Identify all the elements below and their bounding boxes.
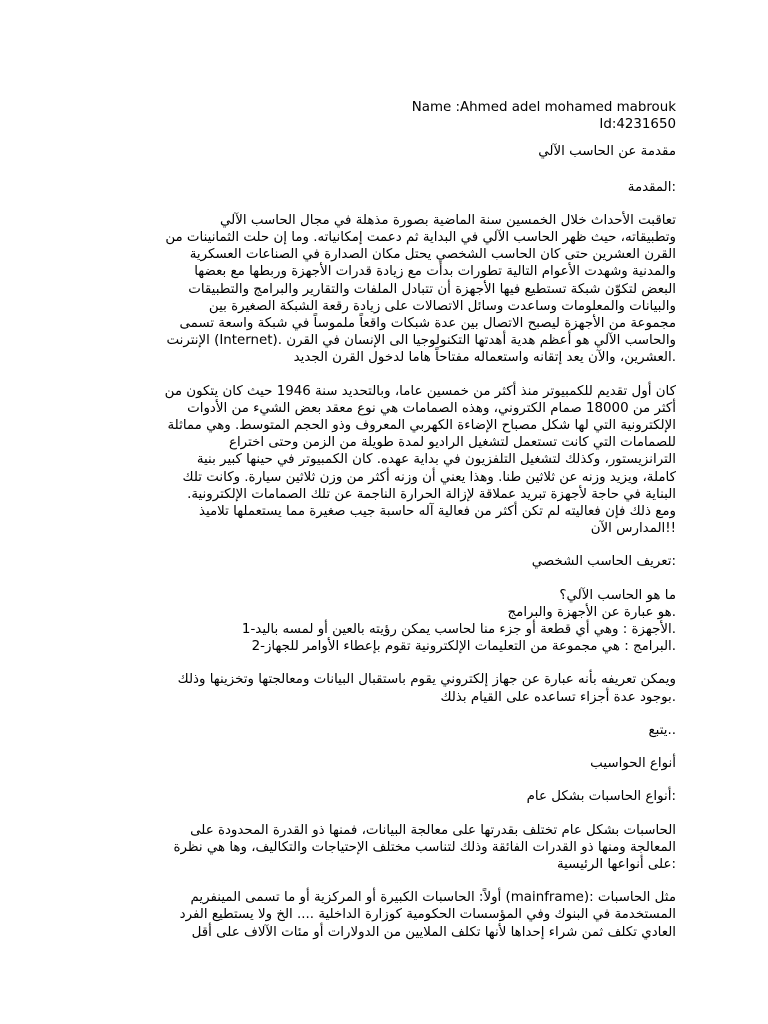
text-line: ويمكن تعريفه بأنه عبارة عن جهاز إلكتروني يقوم باستقبال البيانات ومعالجتها وتخزينها وذلك <box>177 672 676 688</box>
text-line: !!المدارس الآن <box>590 521 676 537</box>
text-line: وتطبيقاته، حيث ظهر الحاسب الآلي في البداية ثم دعمت إمكانياته. وما إن حلت الثمانينات من <box>165 230 676 246</box>
definition-list <box>96 587 676 656</box>
text-line: العادي تكلف ثمن شراء إحداها لأنها تكلف الملايين من الدولارات أو مئات الآلاف على أقل <box>191 924 676 940</box>
text-line: .العشرين، والآن يعد إتقانه واستعماله مفتاحاً هاما لدخول القرن الجديد <box>293 350 676 366</box>
continue-note: ..يتبع <box>648 722 676 738</box>
paragraph-history <box>96 383 676 538</box>
definition-heading: :تعريف الحاسب الشخصي <box>531 554 676 570</box>
text-line: الترانزيستور، وكذلك لتشغيل التلفزيون في بداية عهده. كان الكمبيوتر في حينها كبير بنية <box>196 452 676 468</box>
text-line: تعاقبت الأحداث خلال الخمسين سنة الماضية بصورة مذهلة في مجال الحاسب الآلي <box>220 212 676 228</box>
text-line: مثل الحاسبات :(mainframe) أولاً: الحاسبات الكبيرة أو المركزية أو ما تسمى المينفريم <box>190 890 676 906</box>
text-line: القرن العشرين حتى كان الحاسب الشخصي يحتل مكان الصدارة في الصناعات العسكرية <box>189 247 676 263</box>
text-line: والمدنية وشهدت الأعوام التالية تطورات بدأت مع زيادة قدرات الأجهزة وربطها مع بعضها <box>194 264 676 280</box>
definition-question: ما هو الحاسب الآلي؟ <box>559 587 676 603</box>
text-line: للصمامات التي كانت تستعمل لتشغيل الراديو لمدة طويلة من الزمن وحتى اختراع <box>228 435 676 451</box>
text-line: المستخدمة في البنوك وفي المؤسسات الحكومية كوزارة الداخلية .... الخ ولا يستطيع الفرد <box>179 907 676 923</box>
text-line: البعض لتكوّن شبكة تستطيع فيها الأجهزة أن تتبادل الملفات والتقارير والبرامج والتطبيقات <box>188 281 676 297</box>
text-line: الحاسبات بشكل عام تختلف بقدرتها على معالجة البيانات، فمنها ذو القدرة المحدودة على <box>190 822 676 838</box>
definition-item-software: .البرامج : هي مجموعة من التعليمات الإلكترونية تقوم بإعطاء الأوامر للجهاز-2 <box>251 639 676 655</box>
text-line: كان أول تقديم للكمبيوتر منذ أكثر من خمسين عاما، وبالتحديد سنة 1946 حيث كان يتكون من <box>164 383 676 399</box>
document-title: مقدمة عن الحاسب الآلي <box>538 144 676 160</box>
text-line: كاملة، ويزيد وزنه عن ثلاثين طنا. وهذا يعني أن وزنه أكثر من وزن ثلاثين سيارة. وكانت تلك <box>182 469 676 485</box>
text-line: والحاسب الآلي هو أعظم هدية أهدتها التكنولوجيا الى الإنسان في القرن .(Internet) الإنترنت <box>166 333 676 349</box>
types-general-heading: :أنواع الحاسبات بشكل عام <box>526 789 676 805</box>
text-line: مجموعة من الأجهزة ليصبح الاتصال بين عدة شبكات واقعاً ملموساً في شبكة واسعة تسمى <box>179 316 676 332</box>
text-line: الإلكترونية التي لها شكل مصباح الإضاءة الكهربي المعروف وذو الحجم المتوسط. وهي مماثلة <box>167 418 676 434</box>
intro-heading: :المقدمة <box>627 179 676 195</box>
author-id: Id:4231650 <box>599 117 676 133</box>
paragraph-intro <box>96 212 676 367</box>
types-heading: أنواع الحواسيب <box>590 756 676 772</box>
document-page <box>96 99 676 941</box>
definition-item-hardware: .الأجهزة : وهي أي قطعة أو جزء منا لحاسب يمكن رؤيته بالعين أو لمسه باليد-1 <box>241 622 676 638</box>
definition-answer: .هو عبارة عن الأجهزة والبرامج <box>507 604 676 620</box>
text-line: والبيانات والمعلومات وساعدت وسائل الاتصالات على زيادة رقعة الشبكة الصغيرة بين <box>208 298 676 314</box>
paragraph-types <box>96 822 676 874</box>
author-name: Name :Ahmed adel mohamed mabrouk <box>411 100 676 115</box>
paragraph-mainframe <box>96 889 676 941</box>
text-line: .بوجود عدة أجزاء تساعده على القيام بذلك <box>440 689 676 705</box>
text-line: أكثر من 18000 صمام الكتروني، وهذه الصمامات هي نوع معقد بعض الشيء من الأدوات <box>187 400 676 416</box>
text-line: البناية في حاجة لأجهزة تبريد عملاقة لإزالة الحرارة الناجمة عن تلك الصمامات الإلكترونية. <box>187 486 676 502</box>
text-line: :على أنواعها الرئيسية <box>556 856 676 872</box>
text-line: ومع ذلك فإن فعاليته لم تكن أكثر من فعالية آله حاسبة جيب صغيرة مما يستعملها تلاميذ <box>198 504 676 520</box>
text-line: المعالجة ومنها ذو القدرات الفائقة وذلك لتناسب مختلف الإحتياجات والتكاليف، وها هي نظرة <box>173 839 676 855</box>
paragraph-definition <box>96 671 676 705</box>
